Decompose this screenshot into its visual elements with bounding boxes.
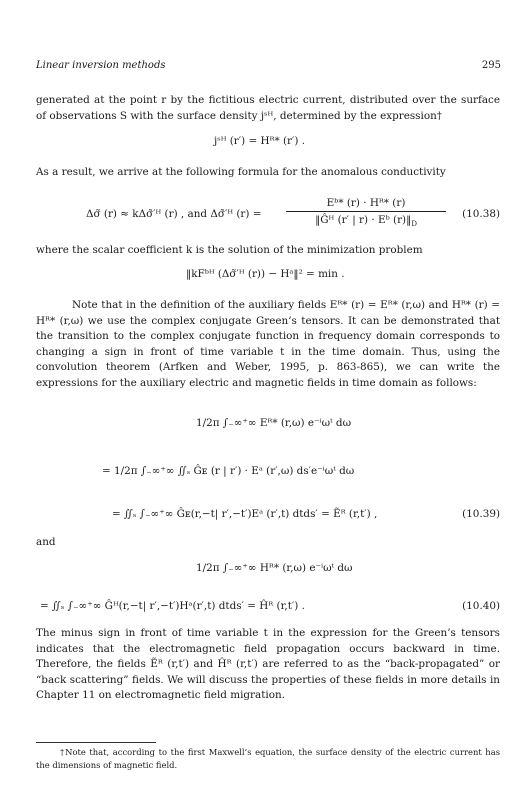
equation-10-40-line-2 [36,593,500,619]
footnote-text: †Note that, according to the first Maxwell’s equation, the surface density of the electric current has the dimensions of magnetic field. [36,747,500,770]
paragraph-5: The minus sign in front of time variable t in the expression for the Green’s tensors indicates that the electromagnetic field propagation occurs backward in time. Therefore, the fields Ẽᴿ (r,t′) and Ĥᴿ (r,t′) are referred to as the “back-propagated” or “back scattering” fields. We will discuss the properties of these fields in more details in Chapter 11 on electromagnetic field migration. [36,627,500,701]
connector-and: and [36,536,56,548]
equation-10-40-line-2-body: = ∬ₛ ∫₋∞⁺∞ Ĝᴴ(r,−t| r′,−t′)Hᵃ(r′,t) dtds′ = Ĥᴿ (r,t′) . [40,600,305,612]
equation-10-38-denominator-sub: D [411,220,417,229]
equation-10-39-line-1-body: 1/2π ∫₋∞⁺∞ Eᴿ* (r,ω) e⁻ⁱωᵗ dω [196,417,352,429]
equation-jH [36,130,500,152]
equation-10-40-line-1 [36,555,500,581]
equation-10-39-line-2 [36,458,500,484]
paragraph-2: As a result, we arrive at the following formula for the anomalous conductivity [36,166,446,178]
equation-10-38 [36,196,500,232]
equation-jH-body: jˢᴴ (r′) = Hᴿ* (r′) . [214,135,306,147]
equation-10-38-fraction [286,196,446,231]
equation-10-39-line-2-body: = 1/2π ∫₋∞⁺∞ ∬ₛ Ĝᴇ (r | r′) · Eᵃ (r′,ω) ds′e⁻ⁱωᵗ dω [102,465,355,477]
paragraph-1: generated at the point r by the fictitious electric current, distributed over the surface of observations S with the surface density jˢᴴ, determined by the expression† [36,94,500,122]
equation-10-38-lhs: Δσ̃ (r) ≈ kΔσ̃′ᴴ (r) , and Δσ̃′ᴴ (r) = [86,208,262,220]
page-number: 295 [481,60,501,71]
equation-number-10-38: (10.38) [462,208,500,220]
equation-10-39-line-1 [36,410,500,436]
footnote-rule [36,742,156,743]
running-header [36,60,501,76]
equation-number-10-40: (10.40) [462,600,500,612]
equation-10-38-numerator: Eᵇ* (r) · Hᴿ* (r) [326,197,406,209]
paragraph-4: Note that in the definition of the auxiliary fields Eᴿ* (r) = Eᴿ* (r,ω) and Hᴿ* (r) = Hᴿ* (r,ω) we use the complex conjugate Green’s tensors. It can be demonstrated that the transition to the complex conjugate function in frequency domain corresponds to changing a sign in front of time variable t in the time domain. Thus, using the convolution theorem (Arfken and Weber, 1995, p. 863-865), we can write the expressions for the auxiliary electric and magnetic fields in time domain as follows: [36,299,500,389]
equation-10-39-line-3 [36,501,500,527]
equation-10-38-denominator: ‖Ĝᴴ (r′ | r) · Eᵇ (r)‖ [315,214,412,226]
equation-min [36,263,500,285]
paragraph-3: where the scalar coefficient k is the solution of the minimization problem [36,244,423,256]
equation-10-39-line-3-body: = ∬ₛ ∫₋∞⁺∞ Ĝᴇ(r,−t| r′,−t′)Eᵃ (r′,t) dtds′ = Ẽᴿ (r,t′) , [112,508,378,520]
running-title: Linear inversion methods [36,60,166,71]
equation-min-body: ‖kFᵇᴴ (Δσ̃′ᴴ (r)) − Hᵃ‖² = min . [186,268,345,280]
footnote [36,746,500,772]
equation-10-40-line-1-body: 1/2π ∫₋∞⁺∞ Hᴿ* (r,ω) e⁻ⁱωᵗ dω [196,562,353,574]
fraction-bar [286,211,446,212]
equation-number-10-39: (10.39) [462,508,500,520]
